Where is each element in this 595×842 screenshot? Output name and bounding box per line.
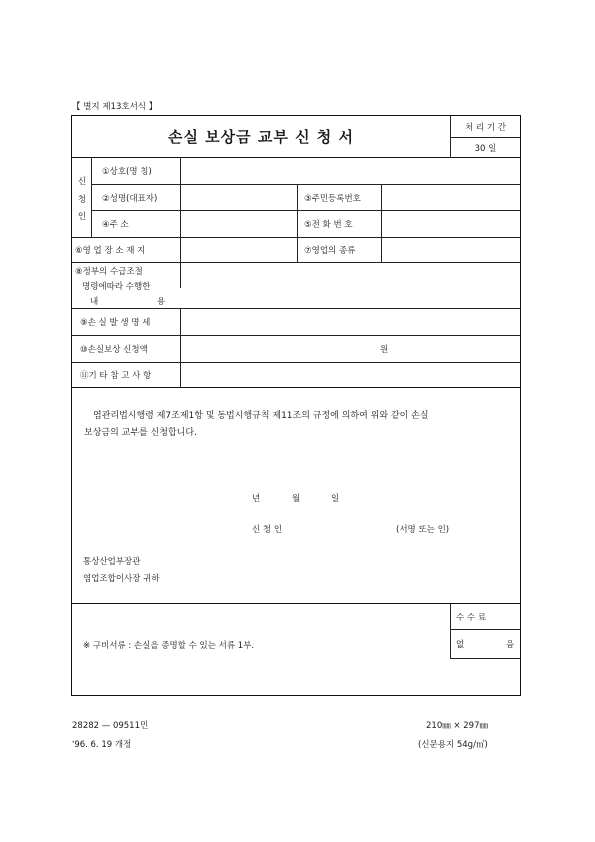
company-name-field[interactable] <box>181 158 520 184</box>
representative-label: ②성명(대표자) <box>102 194 158 204</box>
business-location-field[interactable] <box>181 238 297 262</box>
date-month: 월 <box>292 494 301 504</box>
footer-revised-date: '96. 6. 19 개정 <box>72 740 132 750</box>
business-type-field[interactable] <box>382 238 520 262</box>
address-label: ④주 소 <box>102 220 129 230</box>
gov-order-label-line3a: 내 <box>90 297 99 307</box>
business-location-label: ⑥영 업 장 소 재 지 <box>75 246 146 256</box>
addressee-line-2: 염업조합이사장 귀하 <box>83 574 160 584</box>
remarks-label: ⑪기 타 참 고 사 항 <box>80 371 152 381</box>
signature-note: (서명 또는 인) <box>396 525 450 535</box>
signature-label: 신 청 인 <box>252 525 283 535</box>
loss-statement-field[interactable] <box>181 309 520 334</box>
attachments-note: ※ 구비서류 : 손실을 증명할 수 있는 서류 1부. <box>83 641 255 651</box>
applicant-char-1: 신 <box>77 177 87 187</box>
date-day: 일 <box>331 494 340 504</box>
fee-value-part-b: 음 <box>506 640 515 650</box>
footer-code: 28282 — 09511민 <box>72 721 149 731</box>
remarks-field[interactable] <box>181 363 520 386</box>
gov-order-label-line3b: 용 <box>157 297 166 307</box>
gov-order-label-line2: 명령에따라 수행한 <box>82 282 151 292</box>
applicant-char-2: 청 <box>77 195 87 205</box>
footer-paper-type: (신문용지 54g/㎡) <box>418 740 488 750</box>
frame-bottom <box>71 695 521 696</box>
processing-period-label: 처 리 기 간 <box>465 122 506 133</box>
gov-order-field[interactable] <box>181 263 520 308</box>
fee-label: 수 수 료 <box>456 612 487 623</box>
signature-field[interactable] <box>300 518 390 538</box>
frame-right <box>520 115 521 696</box>
processing-period-value: 30 일 <box>474 143 497 154</box>
gov-order-label-line1: ⑧정부의 수급조절 <box>75 267 143 277</box>
loss-amount-unit: 원 <box>380 345 389 355</box>
form-number-label: 【 별지 제13호서식 】 <box>72 102 158 112</box>
loss-statement-label: ⑨손 실 발 생 명 세 <box>80 318 151 328</box>
representative-field[interactable] <box>181 185 297 210</box>
address-field[interactable] <box>181 211 297 236</box>
addressee-line-1: 통상산업부장관 <box>83 557 141 567</box>
loss-amount-field[interactable] <box>181 336 379 361</box>
phone-field[interactable] <box>382 211 520 236</box>
resident-number-label: ③주민등록번호 <box>304 194 361 204</box>
resident-number-field[interactable] <box>382 185 520 210</box>
statement-line-2: 보상금의 교부를 신청합니다. <box>84 428 197 438</box>
footer-paper-size: 210㎜ × 297㎜ <box>426 721 488 731</box>
date-year: 년 <box>252 494 261 504</box>
business-type-label: ⑦영업의 종류 <box>304 246 356 256</box>
form-title: 손실 보상금 교부 신 청 서 <box>167 128 354 146</box>
fee-value-part-a: 없 <box>456 640 465 650</box>
frame-left <box>71 115 72 696</box>
applicant-char-3: 인 <box>77 212 87 222</box>
company-name-label: ①상호(명 칭) <box>102 166 152 177</box>
statement-line-1: 염관리법시행령 제7조제1항 및 동법시행규칙 제11조의 규정에 의하여 위와 같이 손실 <box>93 411 429 421</box>
phone-label: ⑤전 화 번 호 <box>304 220 353 230</box>
loss-amount-label: ⑩손실보상 신청액 <box>80 345 148 355</box>
